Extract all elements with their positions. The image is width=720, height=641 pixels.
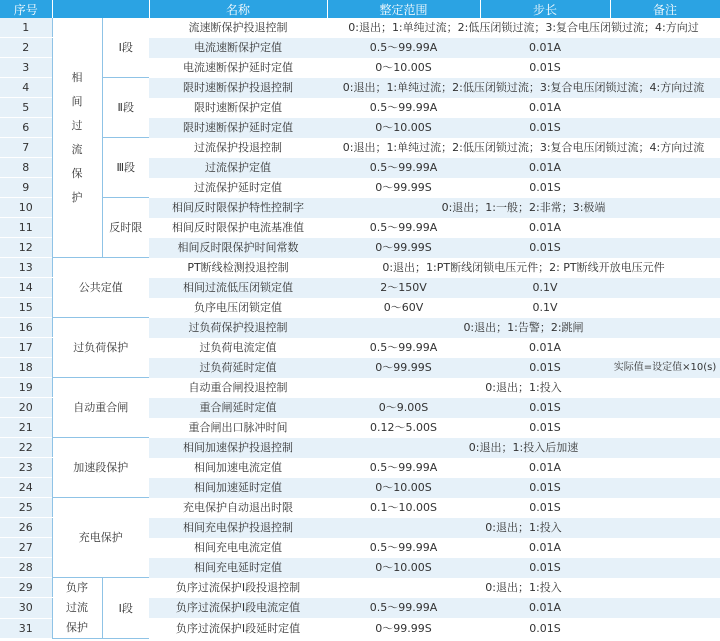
setting-name: 相间反时限保护特性控制字 (149, 198, 327, 218)
table-row (0, 498, 720, 518)
table-row (0, 438, 720, 458)
setting-note (610, 98, 720, 118)
setting-name: 相间充电保护投退控制 (149, 518, 327, 538)
setting-range: 0～10.00S (327, 118, 480, 138)
setting-step: 0.01A (480, 598, 610, 618)
setting-step: 0.01S (480, 558, 610, 578)
setting-range: 0:退出；1:投入 (327, 378, 720, 398)
segment-3: Ⅲ段 (102, 138, 149, 198)
row-number: 6 (0, 118, 52, 138)
row-number: 3 (0, 58, 52, 78)
setting-range: 0.5～99.99A (327, 38, 480, 58)
header-row (0, 0, 720, 18)
table-row (0, 578, 720, 598)
setting-range: 0～99.99S (327, 178, 480, 198)
setting-name: 电流速断保护延时定值 (149, 58, 327, 78)
setting-name: 负序过流保护Ⅰ段延时定值 (149, 618, 327, 638)
setting-note (610, 338, 720, 358)
row-number: 16 (0, 318, 52, 338)
setting-range: 0～99.99S (327, 238, 480, 258)
table-row (0, 378, 720, 398)
setting-note (610, 118, 720, 138)
group-auto-reclose: 自动重合闸 (52, 378, 149, 438)
setting-range: 0.5～99.99A (327, 598, 480, 618)
header-name: 名称 (149, 0, 327, 18)
setting-range: 0.5～99.99A (327, 338, 480, 358)
row-number: 31 (0, 618, 52, 638)
setting-range: 0～10.00S (327, 558, 480, 578)
setting-step: 0.01A (480, 98, 610, 118)
setting-note (610, 458, 720, 478)
table-row (0, 198, 720, 218)
setting-name: PT断线检测投退控制 (149, 258, 327, 278)
group-overload-protection: 过负荷保护 (52, 318, 149, 378)
setting-step: 0.01A (480, 458, 610, 478)
setting-note (610, 38, 720, 58)
group-label: 相间过流保护 (71, 70, 83, 204)
row-number: 25 (0, 498, 52, 518)
row-number: 23 (0, 458, 52, 478)
setting-range: 0～9.00S (327, 398, 480, 418)
setting-step: 0.01A (480, 158, 610, 178)
row-number: 8 (0, 158, 52, 178)
group-acceleration-protection: 加速段保护 (52, 438, 149, 498)
table-row (0, 78, 720, 98)
setting-name: 相间反时限保护电流基准值 (149, 218, 327, 238)
setting-range: 0:退出；1:告警；2:跳闸 (327, 318, 720, 338)
row-number: 2 (0, 38, 52, 58)
header-step: 步长 (480, 0, 610, 18)
table-row (0, 18, 720, 38)
setting-range: 0～10.00S (327, 478, 480, 498)
setting-name: 相间加速保护投退控制 (149, 438, 327, 458)
setting-range: 0.5～99.99A (327, 458, 480, 478)
setting-note (610, 58, 720, 78)
setting-note (610, 158, 720, 178)
segment-2: Ⅱ段 (102, 78, 149, 138)
setting-step: 0.01S (480, 478, 610, 498)
setting-range: 0:退出；1:投入 (327, 518, 720, 538)
setting-name: 负序过流保护Ⅰ段电流定值 (149, 598, 327, 618)
row-number: 22 (0, 438, 52, 458)
setting-name: 负序电压闭锁定值 (149, 298, 327, 318)
setting-note (610, 238, 720, 258)
setting-name: 相间加速电流定值 (149, 458, 327, 478)
setting-note (610, 598, 720, 618)
row-number: 19 (0, 378, 52, 398)
setting-name: 限时速断保护定值 (149, 98, 327, 118)
setting-step: 0.01S (480, 618, 610, 638)
setting-step: 0.01S (480, 358, 610, 378)
setting-name: 相间反时限保护时间常数 (149, 238, 327, 258)
row-number: 11 (0, 218, 52, 238)
setting-range: 0:退出；1:单纯过流；2:低压闭锁过流；3:复合电压闭锁过流；4:方向过流 (327, 138, 720, 158)
row-number: 12 (0, 238, 52, 258)
row-number: 18 (0, 358, 52, 378)
header-no: 序号 (0, 0, 52, 18)
row-number: 9 (0, 178, 52, 198)
setting-note: 实际值=设定值×10(s) (610, 358, 720, 378)
setting-name: 过流保护延时定值 (149, 178, 327, 198)
header-range: 整定范围 (327, 0, 480, 18)
setting-name: 重合闸延时定值 (149, 398, 327, 418)
setting-name: 相间加速延时定值 (149, 478, 327, 498)
setting-note (610, 478, 720, 498)
setting-note (610, 618, 720, 638)
setting-range: 0:退出；1:单纯过流；2:低压闭锁过流；3:复合电压闭锁过流；4:方向过 (327, 18, 720, 38)
setting-range: 0～99.99S (327, 618, 480, 638)
setting-note (610, 558, 720, 578)
row-number: 15 (0, 298, 52, 318)
segment-1: Ⅰ段 (102, 18, 149, 78)
row-number: 21 (0, 418, 52, 438)
setting-name: 过流保护定值 (149, 158, 327, 178)
row-number: 27 (0, 538, 52, 558)
setting-range: 0.5～99.99A (327, 158, 480, 178)
setting-step: 0.01A (480, 538, 610, 558)
setting-name: 限时速断保护延时定值 (149, 118, 327, 138)
setting-name: 过负荷保护投退控制 (149, 318, 327, 338)
setting-note (610, 398, 720, 418)
setting-name: 电流速断保护定值 (149, 38, 327, 58)
setting-name: 流速断保护投退控制 (149, 18, 327, 38)
setting-note (610, 538, 720, 558)
setting-range: 0.5～99.99A (327, 218, 480, 238)
setting-range: 0～60V (327, 298, 480, 318)
setting-range: 0.12～5.00S (327, 418, 480, 438)
setting-name: 相间充电电流定值 (149, 538, 327, 558)
setting-name: 充电保护自动退出时限 (149, 498, 327, 518)
row-number: 5 (0, 98, 52, 118)
row-number: 7 (0, 138, 52, 158)
setting-name: 相间充电延时定值 (149, 558, 327, 578)
setting-step: 0.01S (480, 498, 610, 518)
setting-range: 0:退出；1:一般；2:非常；3:极端 (327, 198, 720, 218)
setting-range: 2～150V (327, 278, 480, 298)
setting-note (610, 498, 720, 518)
setting-name: 限时速断保护投退控制 (149, 78, 327, 98)
setting-range: 0.5～99.99A (327, 538, 480, 558)
setting-name: 相间过流低压闭锁定值 (149, 278, 327, 298)
row-number: 26 (0, 518, 52, 538)
header-group-blank (52, 0, 149, 18)
setting-range: 0:退出；1:投入 (327, 578, 720, 598)
setting-step: 0.01S (480, 178, 610, 198)
setting-range: 0:退出；1:单纯过流；2:低压闭锁过流；3:复合电压闭锁过流；4:方向过流 (327, 78, 720, 98)
setting-step: 0.01A (480, 38, 610, 58)
setting-name: 过负荷延时定值 (149, 358, 327, 378)
setting-name: 重合闸出口脉冲时间 (149, 418, 327, 438)
setting-note (610, 418, 720, 438)
setting-step: 0.01S (480, 418, 610, 438)
row-number: 28 (0, 558, 52, 578)
setting-step: 0.01S (480, 398, 610, 418)
setting-note (610, 298, 720, 318)
setting-step: 0.01A (480, 338, 610, 358)
row-number: 10 (0, 198, 52, 218)
setting-range: 0.1～10.00S (327, 498, 480, 518)
setting-range: 0:退出；1:PT断线闭锁电压元件；2: PT断线开放电压元件 (327, 258, 720, 278)
setting-note (610, 218, 720, 238)
group-phase-overcurrent (52, 18, 102, 258)
segment-neg-1: Ⅰ段 (102, 578, 149, 639)
row-number: 17 (0, 338, 52, 358)
row-number: 1 (0, 18, 52, 38)
setting-name: 负序过流保护Ⅰ段投退控制 (149, 578, 327, 598)
setting-name: 过流保护投退控制 (149, 138, 327, 158)
setting-range: 0.5～99.99A (327, 98, 480, 118)
setting-step: 0.01S (480, 58, 610, 78)
setting-step: 0.01A (480, 218, 610, 238)
row-number: 4 (0, 78, 52, 98)
row-number: 29 (0, 578, 52, 598)
setting-name: 自动重合闸投退控制 (149, 378, 327, 398)
setting-range: 0～99.99S (327, 358, 480, 378)
row-number: 14 (0, 278, 52, 298)
row-number: 24 (0, 478, 52, 498)
setting-note (610, 278, 720, 298)
setting-step: 0.01S (480, 118, 610, 138)
row-number: 20 (0, 398, 52, 418)
row-number: 30 (0, 598, 52, 618)
setting-name: 过负荷电流定值 (149, 338, 327, 358)
table-row (0, 138, 720, 158)
setting-note (610, 178, 720, 198)
table-row (0, 258, 720, 278)
group-label: 负序过流保护 (66, 581, 88, 634)
row-number: 13 (0, 258, 52, 278)
setting-range: 0:退出；1:投入后加速 (327, 438, 720, 458)
group-charging-protection: 充电保护 (52, 498, 149, 578)
segment-inverse-time: 反时限 (102, 198, 149, 258)
group-negative-sequence-overcurrent (52, 578, 102, 639)
header-note: 备注 (610, 0, 720, 18)
setting-step: 0.01S (480, 238, 610, 258)
setting-step: 0.1V (480, 298, 610, 318)
table-row (0, 318, 720, 338)
group-common-settings: 公共定值 (52, 258, 149, 318)
setting-range: 0～10.00S (327, 58, 480, 78)
setting-step: 0.1V (480, 278, 610, 298)
